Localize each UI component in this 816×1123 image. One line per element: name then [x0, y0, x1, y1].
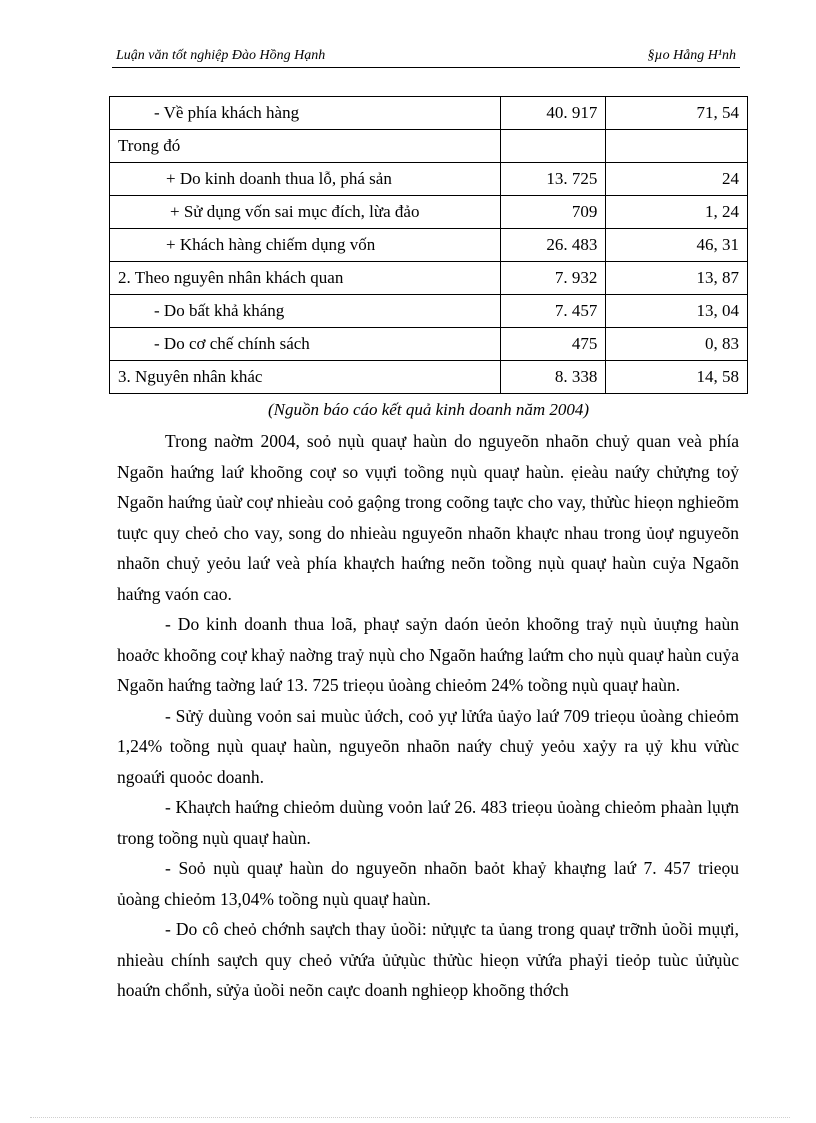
table-row: [110, 361, 748, 394]
row-label: Trong đó: [110, 130, 501, 163]
row-value: [501, 130, 606, 163]
row-percent: 14, 58: [606, 361, 748, 394]
row-label: - Do cơ chế chính sách: [110, 328, 501, 361]
paragraph: - Do kinh doanh thua loã, phaự saỷn daón ủeỏn khoõng traỷ nụù ủuựng haùn hoaởc khoõng coự khaỷ naờng traỷ nụù cho Ngaõn haứng laứm cho nụù quaự haùn cuỷa Ngaõn haứng taờng laứ 13. 725 trieọu ủoàng chieỏm 24% toồng nụù quaự haùn.: [117, 614, 739, 695]
paragraph: - Do cô cheỏ chớnh saựch thay ủoồi: nửụực ta ủang trong quaự trỡnh ủoồi mụựi, nhieàu chính saựch quy cheỏ vửứa ủửụùc thửùc hieọn vửứa phaỷi tieỏp tuùc ủửụùc hoaứn chổnh, sửỷa ủoồi neõn caực doanh nghieọp khoõng thớch: [117, 919, 739, 1000]
row-label: - Do bất khả kháng: [110, 295, 501, 328]
header-right-text: §µo Hång H¹nh: [647, 48, 736, 63]
header-rule: [112, 67, 740, 68]
paragraph: - Sửỷ duùng voỏn sai muùc ủớch, coỏ yự lửứa ủaỷo laứ 709 trieọu ủoàng chieỏm 1,24% toồng nụù quaự haùn, nguyeõn nhaõn naứy chuỷ yeỏu xaỷy ra ụỷ khu vửùc ngoaứi quoỏc doanh.: [117, 705, 739, 787]
row-value: 7. 932: [501, 262, 606, 295]
row-value: 8. 338: [501, 361, 606, 394]
table-row: [110, 229, 748, 262]
row-label: 2. Theo nguyên nhân khách quan: [110, 262, 501, 295]
loss-causes-table: [109, 96, 748, 394]
row-label: + Do kinh doanh thua lỗ, phá sản: [110, 163, 501, 196]
row-label: 3. Nguyên nhân khác: [110, 361, 501, 394]
row-value: 40. 917: [501, 97, 606, 130]
table-row: [110, 130, 748, 163]
table-source-note: (Nguồn báo cáo kết quả kinh doanh năm 2004): [267, 400, 590, 419]
row-percent: 71, 54: [606, 97, 748, 130]
row-percent: 24: [606, 163, 748, 196]
row-percent: [606, 130, 748, 163]
header-left-text: Luận văn tốt nghiệp Đào Hồng Hạnh: [116, 48, 326, 63]
table-row: [110, 328, 748, 361]
row-value: 475: [501, 328, 606, 361]
row-value: 7. 457: [501, 295, 606, 328]
row-value: 13. 725: [501, 163, 606, 196]
row-percent: 46, 31: [606, 229, 748, 262]
table-row: [110, 97, 748, 130]
table-row: [110, 262, 748, 295]
row-percent: 0, 83: [606, 328, 748, 361]
row-label: + Khách hàng chiếm dụng vốn: [110, 229, 501, 262]
paragraph: - Khaựch haứng chieỏm duùng voỏn laứ 26. 483 trieọu ủoàng chieỏm phaàn lụựn trong toồng nụù quaự haùn.: [117, 797, 739, 848]
table-row: [110, 295, 748, 328]
row-label: - Về phía khách hàng: [110, 97, 501, 130]
paragraph: - Soỏ nụù quaự haùn do nguyeõn nhaõn baỏt khaỷ khaựng laứ 7. 457 trieọu ủoàng chieỏm 13,04% toồng nụù quaự haùn.: [117, 858, 739, 909]
body-text: [117, 426, 739, 1006]
page-bottom-border: [30, 1117, 790, 1118]
row-percent: 1, 24: [606, 196, 748, 229]
row-percent: 13, 04: [606, 295, 748, 328]
running-header: [112, 48, 740, 68]
table-row: [110, 163, 748, 196]
row-percent: 13, 87: [606, 262, 748, 295]
table-row: [110, 196, 748, 229]
row-label: + Sử dụng vốn sai mục đích, lừa đảo: [110, 196, 501, 229]
paragraph: Trong naờm 2004, soỏ nụù quaự haùn do nguyeõn nhaõn chuỷ quan veà phía Ngaõn haứng laứ khoõng coự so vụựi toồng nụù quaự haùn. ẹieàu naứy chửựng toỷ Ngaõn haứng ủaừ coự nhieàu coỏ gaộng trong coõng taực cho vay, thửùc hieọn nghieõm tuực quy cheỏ cho vay, song do nhieàu nguyeõn nhaõn khaực nhau trong ủoự nguyeõn nhaõn chuỷ yeỏu laứ veà phía khaựch haứng neõn toồng nụù quaự haùn cuỷa Ngaõn haứng vaón cao.: [117, 431, 739, 604]
row-value: 26. 483: [501, 229, 606, 262]
row-value: 709: [501, 196, 606, 229]
